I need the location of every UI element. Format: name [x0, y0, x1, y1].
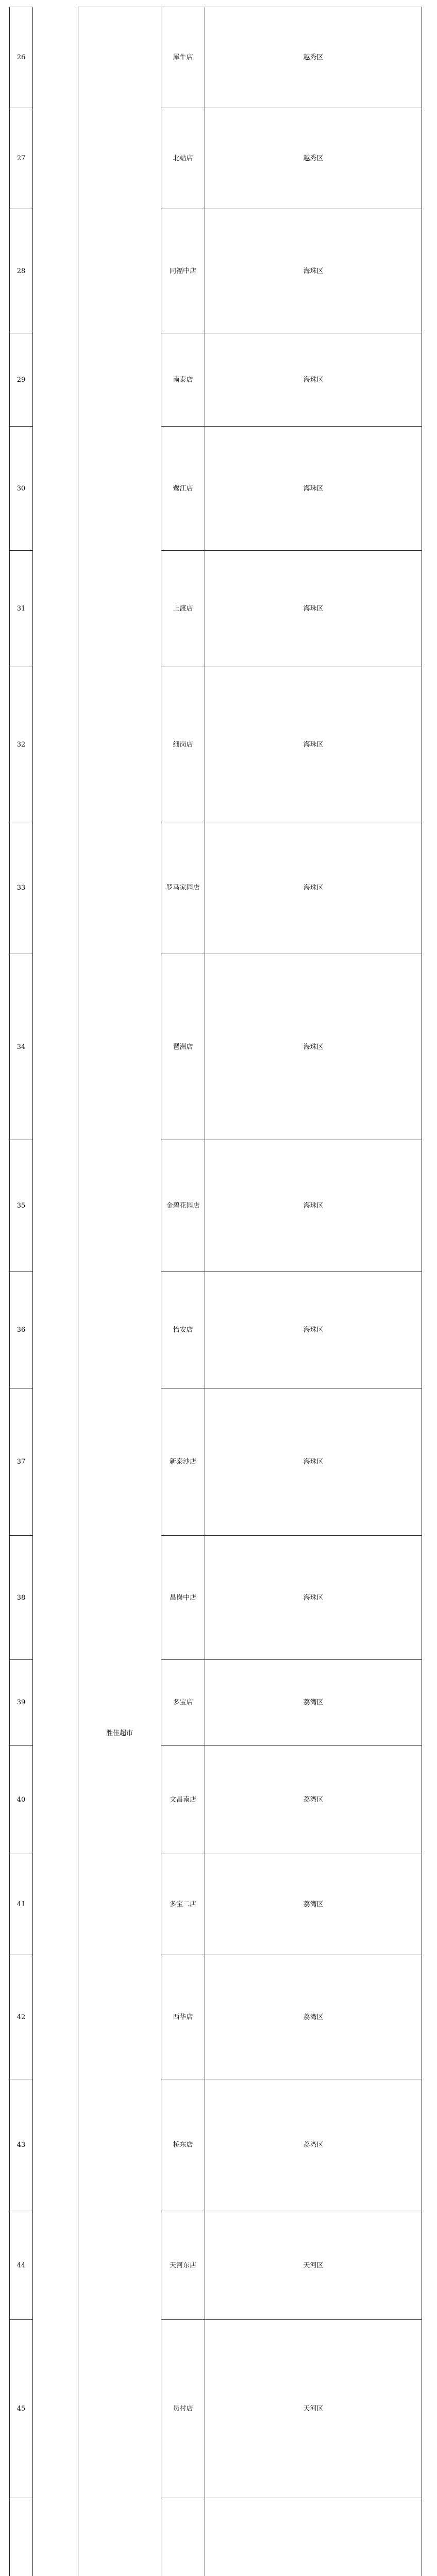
- store-name: 北站店: [161, 108, 205, 209]
- row-number: 33: [10, 822, 33, 954]
- district: 海珠区: [205, 427, 422, 551]
- district: 海珠区: [205, 551, 422, 667]
- district: 荔湾区: [205, 1745, 422, 1854]
- group-spacer: [33, 7, 78, 2576]
- district: 海珠区: [205, 822, 422, 954]
- row-number: 39: [10, 1660, 33, 1745]
- district: 天河区: [205, 2211, 422, 2320]
- store-name: 天河东店: [161, 2211, 205, 2320]
- store-name: 昌岗中店: [161, 1536, 205, 1660]
- row-number: 34: [10, 954, 33, 1140]
- store-name: 犀牛店: [161, 7, 205, 108]
- district: [205, 2498, 422, 2576]
- district: 海珠区: [205, 1140, 422, 1272]
- row-number: 38: [10, 1536, 33, 1660]
- row-number: 44: [10, 2211, 33, 2320]
- district: 荔湾区: [205, 1955, 422, 2079]
- row-number: 29: [10, 333, 33, 427]
- store-name: 罗马家园店: [161, 822, 205, 954]
- table-row: [10, 7, 422, 108]
- store-list-body: [10, 7, 422, 2576]
- store-name: 鹭江店: [161, 427, 205, 551]
- row-number: 30: [10, 427, 33, 551]
- store-name: 南泰店: [161, 333, 205, 427]
- row-number: 42: [10, 1955, 33, 2079]
- row-number: 41: [10, 1854, 33, 1955]
- store-name: 西华店: [161, 1955, 205, 2079]
- store-name: 同福中店: [161, 209, 205, 333]
- district: 海珠区: [205, 1536, 422, 1660]
- district: 荔湾区: [205, 1854, 422, 1955]
- store-name: 怡安店: [161, 1272, 205, 1388]
- district: 海珠区: [205, 1388, 422, 1536]
- row-number: 40: [10, 1745, 33, 1854]
- store-name: 上渡店: [161, 551, 205, 667]
- district: 越秀区: [205, 7, 422, 108]
- company-name-cell: 胜佳超市: [78, 7, 161, 2576]
- store-name: 员村店: [161, 2320, 205, 2498]
- store-name: 文昌南店: [161, 1745, 205, 1854]
- store-name: 桥东店: [161, 2079, 205, 2211]
- district: 海珠区: [205, 333, 422, 427]
- district: 越秀区: [205, 108, 422, 209]
- store-list-table: [9, 7, 422, 2576]
- row-number: 32: [10, 667, 33, 822]
- store-name: 新泰沙店: [161, 1388, 205, 1536]
- row-number: [10, 2498, 33, 2576]
- store-name: 细岗店: [161, 667, 205, 822]
- row-number: 37: [10, 1388, 33, 1536]
- district: 荔湾区: [205, 2079, 422, 2211]
- store-name: 多宝店: [161, 1660, 205, 1745]
- store-name: 金碧花园店: [161, 1140, 205, 1272]
- district: 海珠区: [205, 209, 422, 333]
- row-number: 28: [10, 209, 33, 333]
- row-number: 36: [10, 1272, 33, 1388]
- district: 天河区: [205, 2320, 422, 2498]
- row-number: 26: [10, 7, 33, 108]
- district: 海珠区: [205, 1272, 422, 1388]
- store-name: 多宝二店: [161, 1854, 205, 1955]
- row-number: 43: [10, 2079, 33, 2211]
- store-name: [161, 2498, 205, 2576]
- row-number: 27: [10, 108, 33, 209]
- row-number: 45: [10, 2320, 33, 2498]
- store-name: 琶洲店: [161, 954, 205, 1140]
- district: 荔湾区: [205, 1660, 422, 1745]
- district: 海珠区: [205, 954, 422, 1140]
- row-number: 31: [10, 551, 33, 667]
- row-number: 35: [10, 1140, 33, 1272]
- district: 海珠区: [205, 667, 422, 822]
